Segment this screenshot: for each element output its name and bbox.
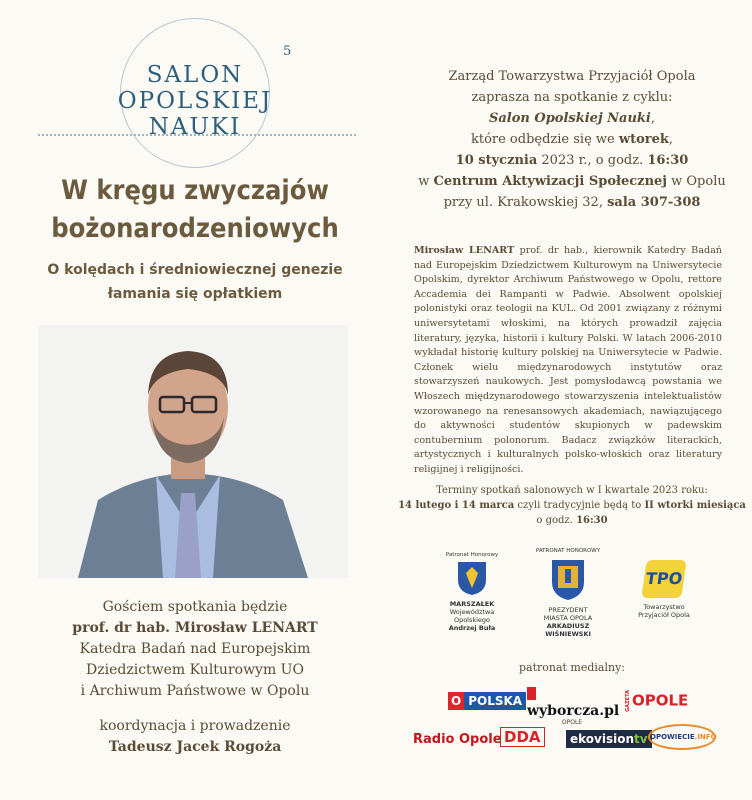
invite-line-2: zaprasza na spotkanie z cyklu: (471, 90, 673, 105)
logo-line-3: NAUKI (148, 114, 242, 140)
invite-place-line (392, 171, 752, 192)
event-subtitle-line-2: łamania się opłatkiem (107, 286, 283, 302)
patron-honorowy-label: Patronat Honorowy (445, 552, 499, 558)
series-name: Salon Opolskiej Nauki (488, 111, 651, 126)
patron-honorowy2-label: PATRONAT HONOROWY (535, 548, 601, 554)
issue-number: 5 (283, 44, 292, 59)
guest-affiliation-2: Dziedzictwem Kulturowym UO (86, 662, 304, 678)
event-title-line-1: W kręgu zwyczajów (61, 175, 329, 206)
series-suffix: , (650, 111, 656, 126)
terms-rule: II wtorki miesiąca (644, 500, 746, 511)
terms-line-1: Terminy spotkań salonowych w I kwartale 2023 roku: (436, 485, 708, 496)
terms-dates: 14 lutego i 14 marca (398, 500, 515, 511)
prezydent-sub: MIASTA OPOLA (543, 614, 593, 622)
invite-year-text: 2023 r., o godz. (537, 153, 648, 168)
ekovision-logo (566, 730, 652, 748)
invite-room: sala 307-308 (607, 195, 701, 210)
gazeta-opole-logo (625, 690, 688, 712)
invite-line-4-post: , (668, 132, 674, 147)
bio-text: prof. dr hab., kierownik Katedry Badań nad Europejskim Dziedzictwem Kulturowym na Uniwersytecie Opolskim, dyrektor Archiwum Państwowego w Opolu, rettore Accademia dei Rampanti w Padwie. Absolwent opolskiej polonistyki oraz teologii na KUL. Od 2001 związany z różnymi uniwersytetami włoskimi, na których prowadził zajęcia literatury, języka, historii i kultury Polski. W latach 2006-2010 wykładał historię kultury polskiej na Uniwersytecie w Padwie. Członek wielu międzynarodowych instytutów oraz stowarzyszeń naukowych. Jest pomysłodawcą powstania we Włoszech międzynarodowego stowarzyszenia intelektualistów wzorowanego na renesansowych akademiach, nawiązującego do aktywności studentów skupionych w padewskim contubernium polonorum. Badacz związków literackich, artystycznych i kulturalnych polsko-włoskich oraz literatury religijnej i religijności. (414, 245, 722, 475)
guest-name (0, 618, 390, 639)
guest-affiliation-1: Katedra Badań nad Europejskim (79, 641, 311, 657)
invite-line-4-pre: które odbędzie się we (470, 132, 619, 147)
gazeta-opole-text: OPOLE (632, 691, 689, 710)
invite-address-line (392, 192, 752, 213)
opowiecie-info: .INFO (694, 733, 717, 741)
invite-address: przy ul. Krakowskiej 32, (443, 195, 608, 210)
nto-polska: POLSKA (464, 692, 526, 710)
invite-line-1: Zarząd Towarzystwa Przyjaciół Opola (448, 69, 696, 84)
opowiecie-text: OPOWIECIE (650, 733, 695, 741)
marszalek-sub: Województwa Opolskiego (449, 608, 495, 624)
invite-date: 10 stycznia (455, 153, 538, 168)
tpo-logo-icon: TPO (641, 560, 686, 598)
logo-line-1: SALON (146, 62, 244, 88)
patron-prezydent (528, 548, 608, 638)
tpo-line-2: Przyjaciół Opola (638, 611, 690, 619)
wyborcza-text: wyborcza.pl (527, 703, 620, 719)
radio-opole-logo: Radio Opole (413, 732, 502, 747)
invite-place-post: w Opolu (667, 174, 726, 189)
opole-city-crest-icon (528, 554, 608, 602)
invite-date-line (392, 150, 752, 171)
speaker-portrait-illustration (38, 325, 348, 578)
opolskie-crest-icon (432, 558, 512, 596)
invite-time: 16:30 (647, 153, 689, 168)
prezydent-name: ARKADIUSZ WIŚNIEWSKI (545, 622, 591, 638)
guest-affiliation-3: i Archiwum Państwowe w Opolu (80, 683, 310, 699)
invite-weekday: wtorek (618, 132, 669, 147)
invite-place: Centrum Aktywizacji Społecznej (433, 174, 667, 189)
logo-line-2: OPOLSKIEJ (117, 88, 273, 114)
nto-o: O (448, 692, 464, 710)
gazeta-side: GAZETA (625, 690, 631, 712)
dda-logo: DDA (500, 727, 545, 747)
event-title-line-2: bożonarodzeniowych (51, 213, 339, 244)
wyborcza-logo (527, 687, 620, 726)
coordinator-name-text: Tadeusz Jacek Rogoża (108, 739, 282, 755)
marszalek-name: Andrzej Buła (448, 624, 496, 632)
coordinator-name (0, 737, 390, 758)
terms-time-pre: o godz. (536, 515, 577, 526)
terms-line-3 (392, 513, 752, 528)
wyborcza-sub: OPOLE (561, 719, 583, 726)
speaker-photo (38, 325, 348, 578)
bio-name: Mirosław LENART (414, 245, 515, 256)
invite-series (392, 108, 752, 129)
event-subtitle-line-1: O kolędach i średniowiecznej genezie (47, 262, 343, 278)
speaker-bio (414, 244, 722, 478)
ekovision-text: ekovision (570, 732, 635, 746)
nto-opolska-logo (448, 690, 526, 712)
invite-line-4 (392, 129, 752, 150)
opowiecie-logo (648, 724, 716, 750)
ekovision-tv: tv (634, 732, 648, 746)
tpo-line-1: Towarzystwo (643, 603, 685, 611)
media-patron-label: patronat medialny: (518, 661, 626, 674)
guest-intro: Gościem spotkania będzie (102, 599, 288, 615)
prezydent-title: PREZYDENT (548, 606, 588, 614)
patron-marszalek (432, 552, 512, 632)
marszalek-title: MARSZAŁEK (449, 600, 495, 608)
terms-line-2-post: czyli tradycyjnie będą to (514, 500, 645, 511)
invite-place-pre: w (418, 174, 434, 189)
terms-line-2 (392, 498, 752, 513)
patron-tpo (628, 560, 700, 619)
guest-name-text: prof. dr hab. Mirosław LENART (72, 620, 318, 636)
coordination-label: koordynacja i prowadzenie (99, 718, 291, 734)
terms-time: 16:30 (576, 515, 608, 526)
